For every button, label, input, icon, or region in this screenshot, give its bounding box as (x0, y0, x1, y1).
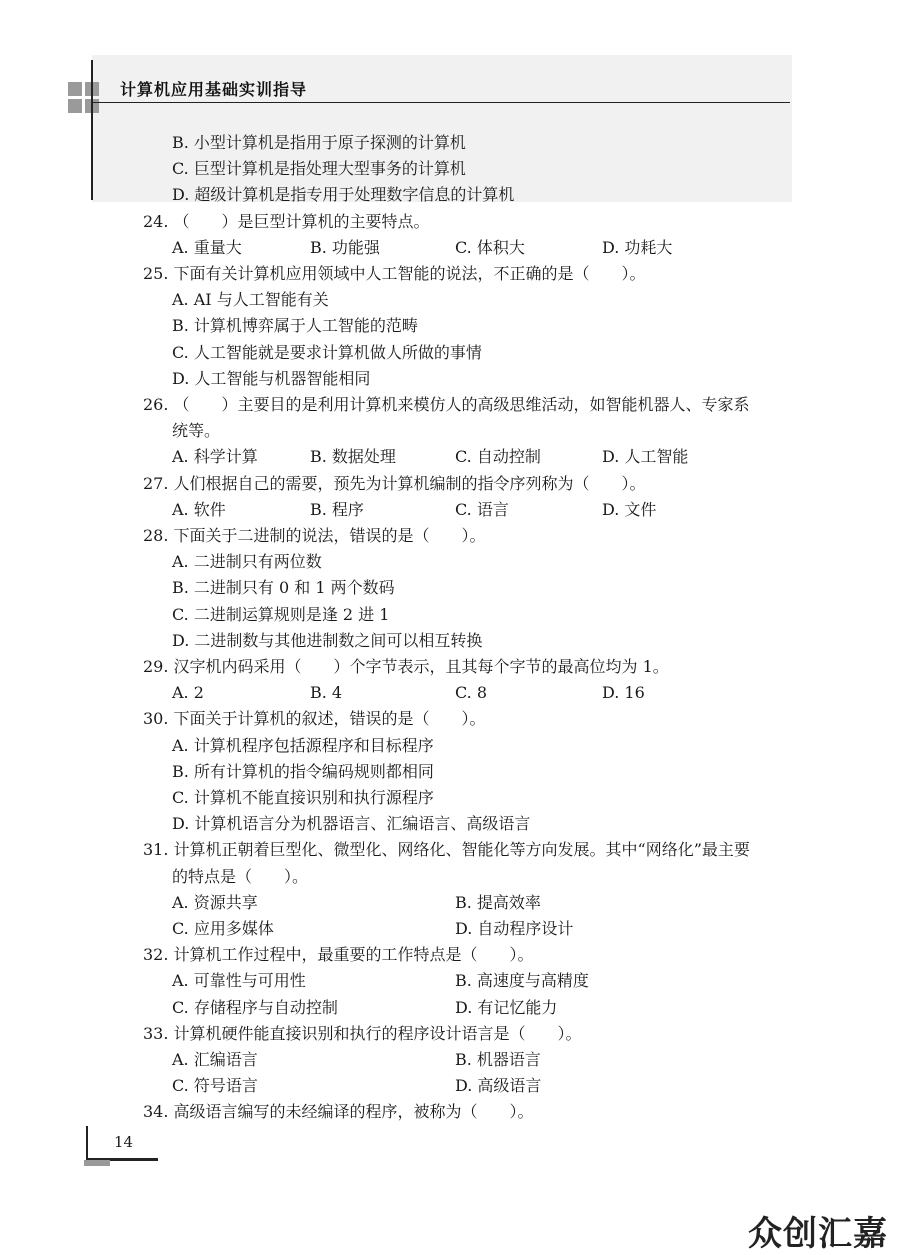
answer-option: D. 功耗大 (602, 238, 673, 257)
header-rule (92, 102, 790, 103)
answer-option: D. 有记忆能力 (455, 998, 558, 1017)
option-text: C. 二进制运算规则是逢 2 进 1 (172, 605, 390, 624)
option-text: C. 巨型计算机是指处理大型事务的计算机 (172, 159, 466, 178)
answer-option: C. 8 (455, 683, 488, 702)
option-text: D. 超级计算机是指专用于处理数字信息的计算机 (172, 185, 515, 204)
question-text: 29. 汉字机内码采用（ ）个字节表示，且其每个字节的最高位均为 1。 (143, 657, 669, 676)
option-text: B. 所有计算机的指令编码规则都相同 (172, 762, 434, 781)
option-text: B. 计算机博弈属于人工智能的范畴 (172, 316, 418, 335)
option-text: 统等。 (172, 421, 221, 440)
answer-option: B. 数据处理 (310, 447, 396, 466)
option-text: C. 人工智能就是要求计算机做人所做的事情 (172, 343, 482, 362)
option-text: D. 计算机语言分为机器语言、汇编语言、高级语言 (172, 814, 531, 833)
question-text: 34. 高级语言编写的未经编译的程序，被称为（ ）。 (143, 1102, 534, 1121)
answer-option: B. 功能强 (310, 238, 380, 257)
answer-option: C. 应用多媒体 (172, 919, 274, 938)
header-vertical-rule (91, 60, 93, 200)
answer-option: B. 机器语言 (455, 1050, 541, 1069)
answer-option: C. 符号语言 (172, 1076, 258, 1095)
question-text: 28. 下面关于二进制的说法，错误的是（ ）。 (143, 526, 486, 545)
answer-option: B. 程序 (310, 500, 364, 519)
option-text: A. 计算机程序包括源程序和目标程序 (172, 736, 434, 755)
answer-option: A. 资源共享 (172, 893, 258, 912)
answer-option: A. 科学计算 (172, 447, 258, 466)
answer-option: D. 文件 (602, 500, 657, 519)
question-text: 30. 下面关于计算机的叙述，错误的是（ ）。 (143, 709, 486, 728)
answer-option: B. 高速度与高精度 (455, 971, 589, 990)
question-text: 26. （ ）主要目的是利用计算机来模仿人的高级思维活动，如智能机器人、专家系 (143, 395, 750, 414)
answer-option: A. 重量大 (172, 238, 242, 257)
question-text: 25. 下面有关计算机应用领域中人工智能的说法，不正确的是（ ）。 (143, 264, 646, 283)
option-text: A. 二进制只有两位数 (172, 552, 322, 571)
option-text: D. 人工智能与机器智能相同 (172, 369, 371, 388)
question-text: 27. 人们根据自己的需要，预先为计算机编制的指令序列称为（ ）。 (143, 474, 646, 493)
option-text: D. 二进制数与其他进制数之间可以相互转换 (172, 631, 483, 650)
page-number: 14 (114, 1133, 134, 1151)
question-text: 33. 计算机硬件能直接识别和执行的程序设计语言是（ ）。 (143, 1024, 582, 1043)
answer-option: C. 自动控制 (455, 447, 541, 466)
footer-vertical-rule (86, 1126, 88, 1160)
option-text: C. 计算机不能直接识别和执行源程序 (172, 788, 434, 807)
footer-shade (84, 1160, 110, 1166)
question-text: 24. （ ）是巨型计算机的主要特点。 (143, 212, 430, 231)
book-title: 计算机应用基础实训指导 (120, 80, 308, 99)
answer-option: C. 存储程序与自动控制 (172, 998, 338, 1017)
windows-logo-icon (68, 82, 104, 118)
answer-option: B. 提高效率 (455, 893, 541, 912)
question-text: 31. 计算机正朝着巨型化、微型化、网络化、智能化等方向发展。其中“网络化”最主要 (143, 840, 750, 859)
answer-option: D. 16 (602, 683, 645, 702)
answer-option: D. 人工智能 (602, 447, 689, 466)
answer-option: B. 4 (310, 683, 343, 702)
answer-option: A. 汇编语言 (172, 1050, 258, 1069)
answer-option: C. 语言 (455, 500, 509, 519)
answer-option: C. 体积大 (455, 238, 525, 257)
option-text: A. AI 与人工智能有关 (172, 290, 329, 309)
answer-option: A. 2 (172, 683, 204, 702)
question-text: 32. 计算机工作过程中，最重要的工作特点是（ ）。 (143, 945, 534, 964)
option-text: 的特点是（ ）。 (172, 867, 309, 886)
answer-option: A. 可靠性与可用性 (172, 971, 306, 990)
option-text: B. 小型计算机是指用于原子探测的计算机 (172, 133, 466, 152)
answer-option: D. 自动程序设计 (455, 919, 574, 938)
answer-option: A. 软件 (172, 500, 226, 519)
option-text: B. 二进制只有 0 和 1 两个数码 (172, 578, 395, 597)
watermark-logo: 众创汇嘉 (748, 1214, 888, 1254)
answer-option: D. 高级语言 (455, 1076, 542, 1095)
